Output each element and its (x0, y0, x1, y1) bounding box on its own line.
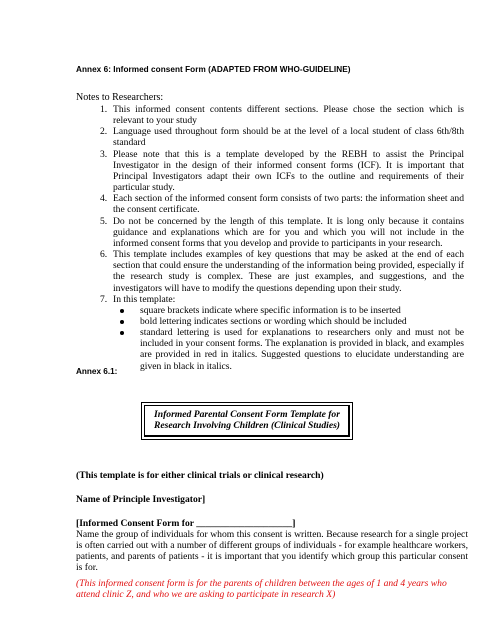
note-number: 1. (100, 104, 108, 115)
convention-text: square brackets indicate where specific information is to be inserted (140, 304, 401, 316)
note-number: 3. (100, 148, 108, 160)
note-item (76, 126, 464, 148)
template-title-line-1: Informed Parental Consent Form Template for (154, 409, 340, 420)
note-number: 2. (100, 126, 108, 138)
convention-item (113, 327, 464, 372)
template-title-box (141, 402, 353, 440)
note-item (76, 104, 464, 126)
note-item (76, 216, 464, 249)
note-item (76, 249, 464, 294)
note-number: 7. (100, 293, 108, 305)
bullet-icon (120, 320, 124, 324)
notes-heading: Notes to Researchers: (76, 92, 164, 103)
annex-6-1-label: Annex 6.1: (76, 367, 118, 376)
convention-text: bold lettering indicates sections or wording which should be included (140, 315, 407, 327)
note-text: This template includes examples of key questions that may be asked at the end of each section that could ensure the understanding of the information being provided, especially if the research study is complex. These are just examples, and suggestions, and the investigators will have to modify the questions depending upon their study. (113, 249, 464, 294)
note-text: Do not be concerned by the length of this template. It is long only because it contains guidance and explanations which are for you and which you will not include in the informed consent forms that you develop and provide to participants in your research. (113, 215, 464, 249)
example-text: (This informed consent form is for the parents of children between the ages of 1 and 4 years who attend clinic Z, and who we are asking to participate in research X) (76, 578, 447, 600)
convention-item (113, 305, 464, 316)
template-title-line-2: Research Involving Children (Clinical Studies) (153, 420, 341, 431)
note-item (76, 193, 464, 215)
consent-form-for-heading: [Informed Consent Form for ____________________] (76, 518, 296, 529)
template-conventions-list (113, 305, 464, 372)
note-item (76, 149, 464, 194)
template-scope: (This template is for either clinical trials or clinical research) (76, 470, 324, 481)
note-text: In this template: (113, 293, 176, 305)
note-text: Each section of the informed consent form consists of two parts: the information sheet and the consent certificate. (113, 193, 464, 216)
note-number: 6. (100, 249, 108, 261)
convention-text: standard lettering is used for explanations to researchers only and must not be included in your consent forms. The explanation is provided in black, and examples are provided in red in italics. Suggested questions to elucidate understanding are given in black in italics. (140, 327, 464, 372)
bullet-icon (120, 331, 124, 335)
note-text: Language used throughout form should be at the level of a local student of class 6th/8th standard (113, 126, 464, 149)
annex-6-title: Annex 6: Informed consent Form (ADAPTED FROM WHO-GUIDELINE) (76, 65, 351, 74)
notes-list (76, 104, 464, 372)
principal-investigator-label: Name of Principle Investigator] (76, 494, 206, 505)
note-item (76, 294, 464, 372)
note-number: 4. (100, 193, 108, 205)
group-instructions: Name the group of individuals for whom this consent is written. Because research for a single project is often carried out with a number of different groups of individuals - for example healthcare workers, patients, and parents of patients - it is important that you identify which group this particular consent is for. (76, 529, 468, 573)
template-title (142, 409, 352, 431)
bullet-icon (120, 309, 124, 313)
note-text: Please note that this is a template developed by the REBH to assist the Principal Investigator in the design of their informed consent forms (ICF). It is important that Principal Investigators adapt their own ICFs to the outline and requirements of their particular study. (113, 148, 464, 194)
note-number: 5. (100, 215, 108, 227)
convention-item (113, 316, 464, 327)
note-text: This informed consent contents different sections. Please chose the section which is relevant to your study (113, 104, 464, 127)
